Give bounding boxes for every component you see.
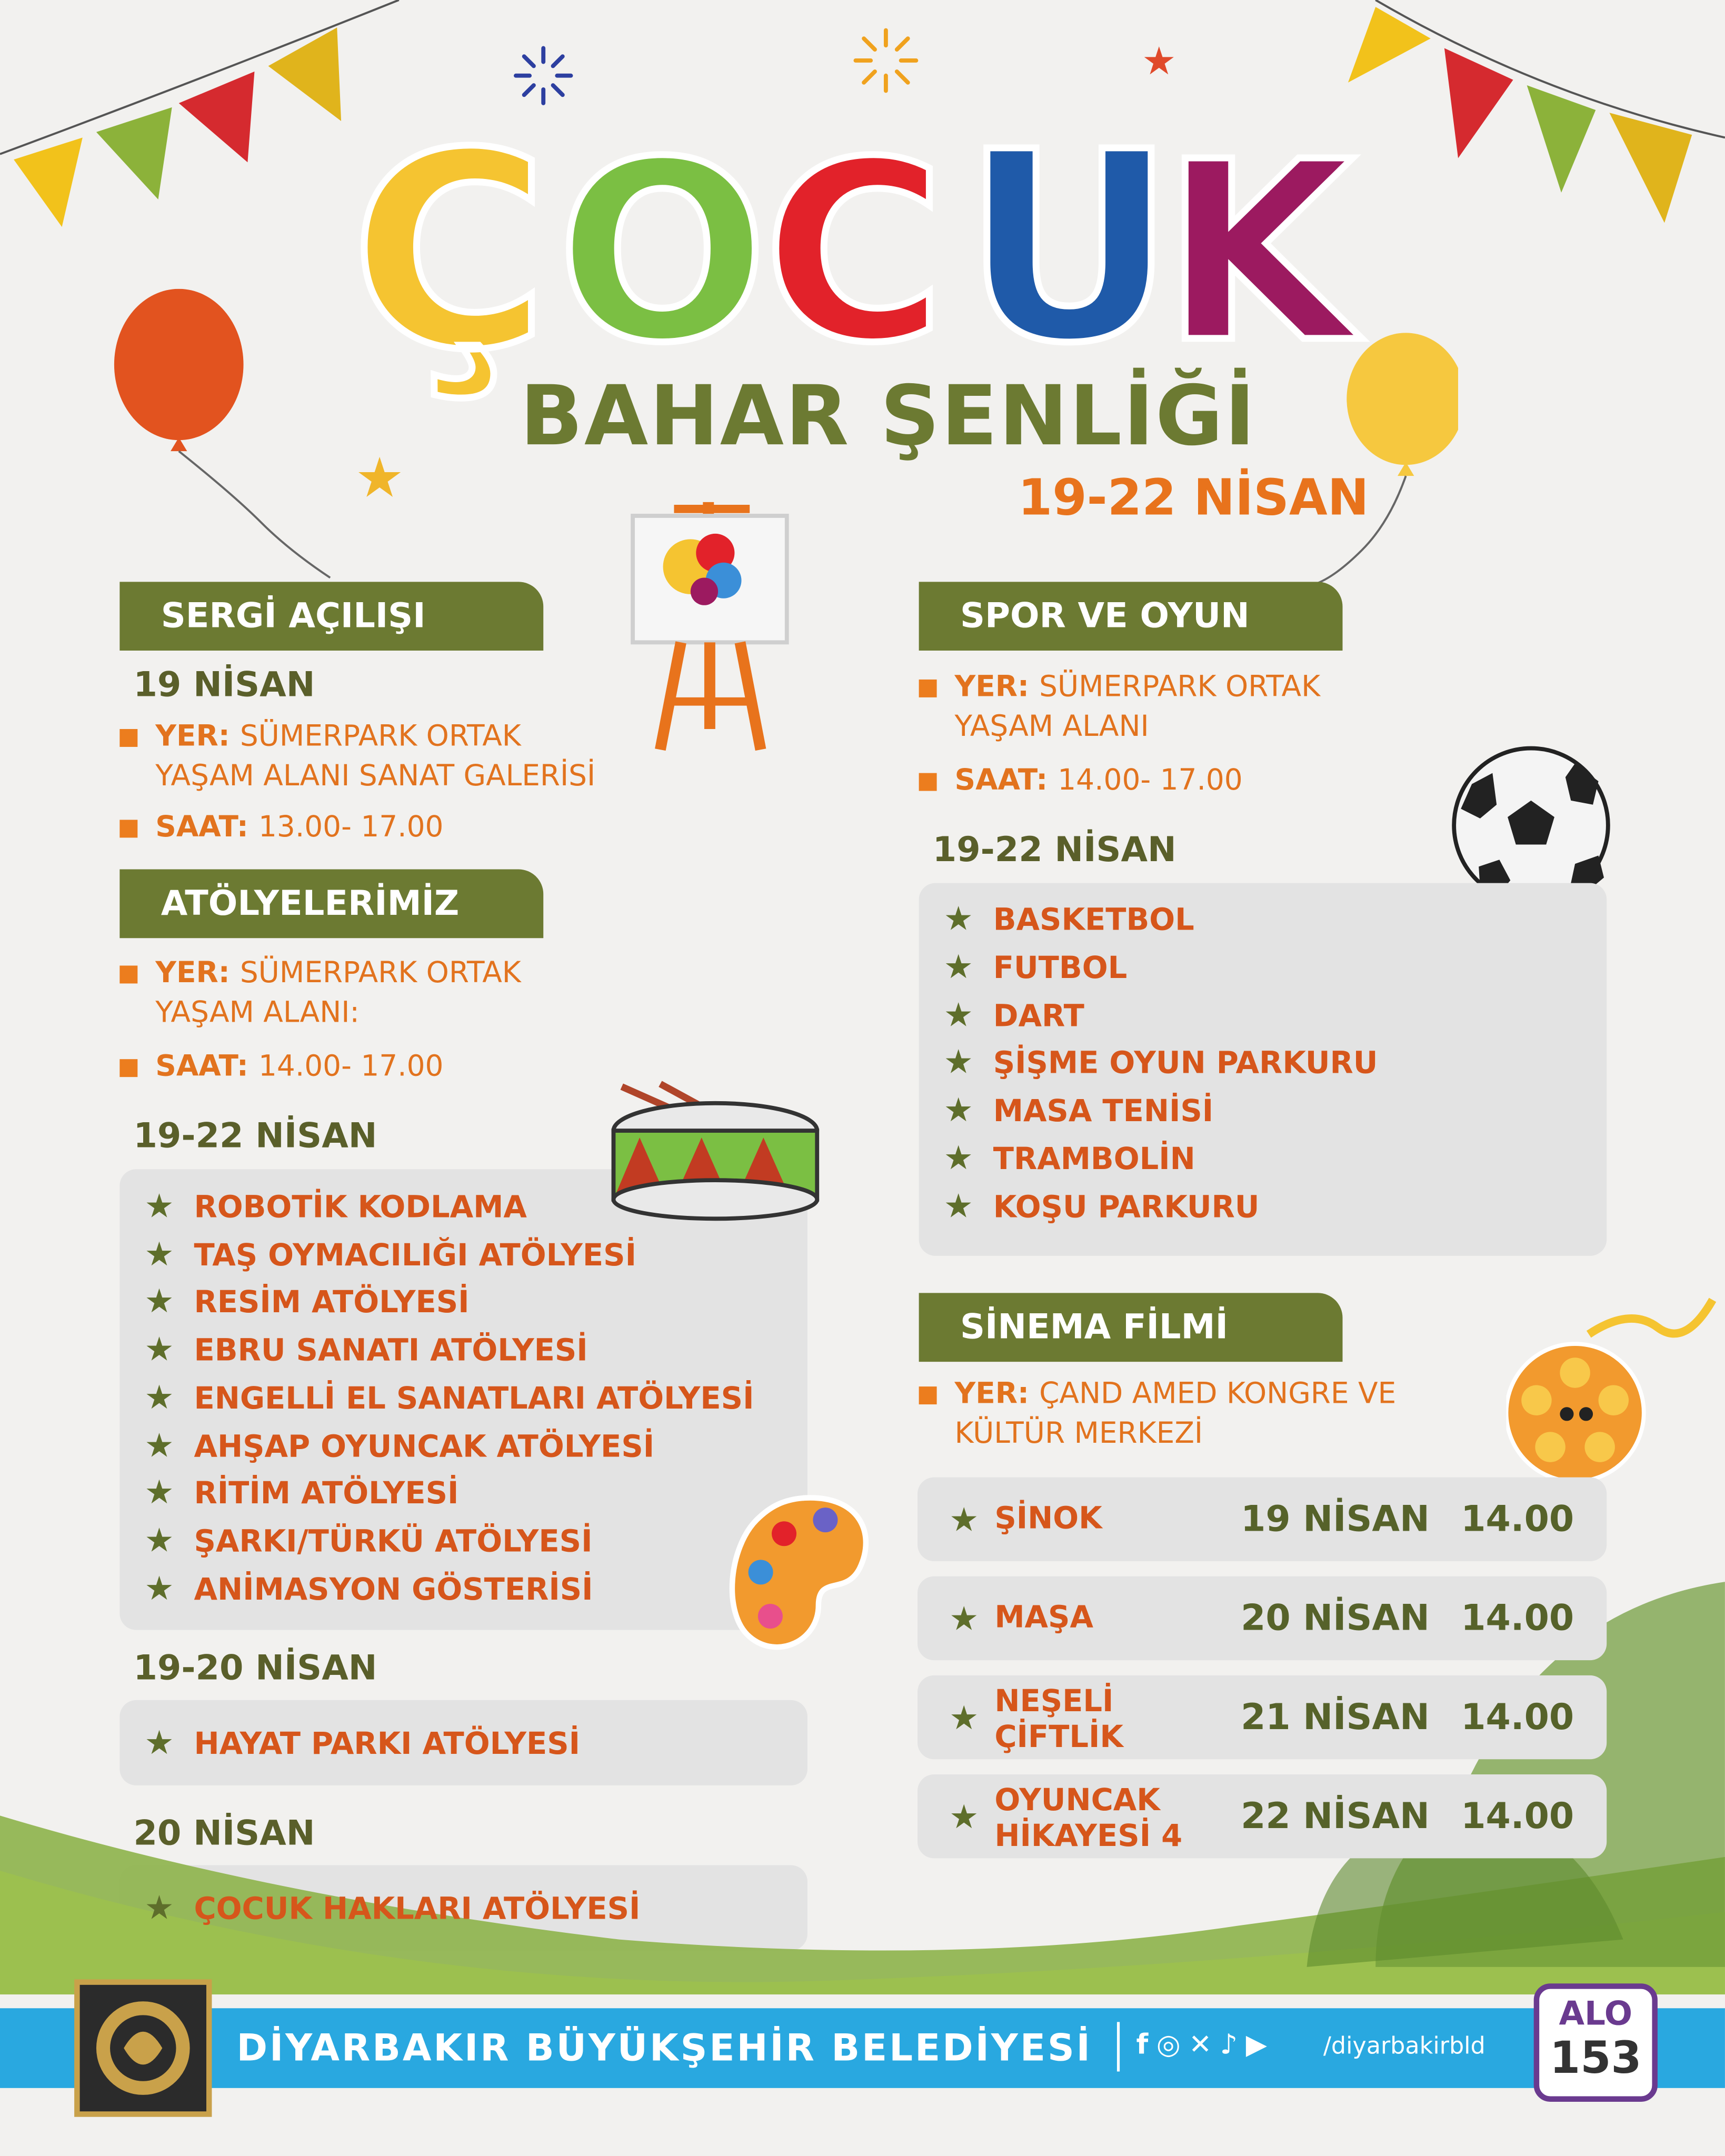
star-bullet-icon: ★ bbox=[144, 1425, 174, 1464]
time-value: 14.00- 17.00 bbox=[1058, 763, 1243, 797]
movie-title: ŞİNOK bbox=[994, 1502, 1102, 1536]
star-bullet-icon: ★ bbox=[144, 1888, 174, 1928]
alo-number: 153 bbox=[1550, 2031, 1642, 2084]
star-bullet-icon: ★ bbox=[943, 1043, 973, 1082]
spor-date: 19-22 NİSAN bbox=[932, 829, 1176, 870]
list-item: ŞİŞME OYUN PARKURU bbox=[993, 1047, 1378, 1082]
star-bullet-icon: ★ bbox=[144, 1473, 174, 1512]
bullet-square bbox=[919, 773, 937, 791]
bullet-square bbox=[119, 729, 137, 747]
sergi-time bbox=[155, 807, 443, 847]
list-item: TRAMBOLİN bbox=[993, 1143, 1195, 1177]
movie-title: MAŞA bbox=[994, 1601, 1093, 1636]
place-line2: YAŞAM ALANI: bbox=[155, 995, 360, 1029]
atolye-time bbox=[155, 1047, 443, 1087]
star-bullet-icon: ★ bbox=[144, 1187, 174, 1226]
title-letter: U bbox=[963, 96, 1175, 401]
list-item: ENGELLİ EL SANATLARI ATÖLYESİ bbox=[194, 1382, 754, 1417]
firework-icon bbox=[850, 25, 922, 96]
social-handle[interactable]: /diyarbakirbld bbox=[1323, 2033, 1485, 2061]
place-label: YER: bbox=[954, 1376, 1030, 1410]
movie-title: HİKAYESİ 4 bbox=[994, 1820, 1183, 1854]
place-label: YER: bbox=[155, 719, 230, 753]
place-line1: SÜMERPARK ORTAK bbox=[240, 956, 521, 989]
star-bullet-icon: ★ bbox=[943, 1091, 973, 1130]
org-name: DİYARBAKIR BÜYÜKŞEHİR BELEDİYESİ bbox=[236, 2027, 1092, 2070]
facebook-icon[interactable]: f bbox=[1136, 2027, 1149, 2061]
list-item: HAYAT PARKI ATÖLYESİ bbox=[194, 1728, 581, 1762]
place-label: YER: bbox=[954, 670, 1030, 703]
list-item: ŞARKI/TÜRKÜ ATÖLYESİ bbox=[194, 1525, 593, 1560]
atolye-date: 19-20 NİSAN bbox=[133, 1648, 377, 1688]
list-item: EBRU SANATI ATÖLYESİ bbox=[194, 1334, 588, 1369]
municipality-logo bbox=[69, 1974, 217, 2122]
movie-time: 14.00 bbox=[1461, 1499, 1574, 1541]
star-icon: ★ bbox=[355, 447, 404, 511]
x-icon[interactable]: ✕ bbox=[1189, 2027, 1212, 2061]
star-bullet-icon: ★ bbox=[144, 1723, 174, 1762]
star-bullet-icon: ★ bbox=[949, 1600, 979, 1639]
movie-title: OYUNCAK bbox=[994, 1784, 1160, 1819]
movie-date: 22 NİSAN bbox=[1241, 1796, 1430, 1838]
place-line2: KÜLTÜR MERKEZİ bbox=[954, 1416, 1203, 1450]
subtitle: BAHAR ŞENLİĞİ bbox=[520, 368, 1257, 465]
drum-icon bbox=[605, 1076, 825, 1230]
star-bullet-icon: ★ bbox=[144, 1378, 174, 1417]
social-icons bbox=[1136, 2028, 1267, 2061]
star-bullet-icon: ★ bbox=[144, 1330, 174, 1369]
section-header-atolye: ATÖLYELERİMİZ bbox=[119, 870, 543, 939]
place-line2: YAŞAM ALANI SANAT GALERİSİ bbox=[155, 759, 596, 793]
star-bullet-icon: ★ bbox=[943, 1186, 973, 1225]
star-bullet-icon: ★ bbox=[144, 1282, 174, 1321]
movie-title: ÇİFTLİK bbox=[994, 1721, 1124, 1755]
place-line1: SÜMERPARK ORTAK bbox=[1039, 670, 1321, 703]
star-bullet-icon: ★ bbox=[144, 1521, 174, 1560]
movie-date: 21 NİSAN bbox=[1241, 1697, 1430, 1739]
event-dates: 19-22 NİSAN bbox=[1018, 470, 1369, 527]
star-bullet-icon: ★ bbox=[949, 1699, 979, 1738]
place-label: YER: bbox=[155, 956, 230, 989]
star-icon: ★ bbox=[1141, 38, 1176, 84]
time-value: 14.00- 17.00 bbox=[258, 1049, 444, 1083]
spor-place bbox=[955, 667, 1321, 747]
list-item: KOŞU PARKURU bbox=[993, 1191, 1260, 1225]
sergi-place bbox=[155, 716, 595, 796]
place-line1: SÜMERPARK ORTAK bbox=[240, 719, 521, 753]
easel-icon bbox=[619, 495, 798, 757]
movie-time: 14.00 bbox=[1461, 1598, 1574, 1640]
list-item: FUTBOL bbox=[993, 951, 1128, 986]
title-letter: C bbox=[763, 110, 945, 398]
alo-label: ALO bbox=[1559, 1994, 1633, 2033]
star-bullet-icon: ★ bbox=[144, 1569, 174, 1608]
list-item: ROBOTİK KODLAMA bbox=[194, 1191, 527, 1226]
section-header-sergi: SERGİ AÇILIŞI bbox=[119, 582, 543, 651]
star-bullet-icon: ★ bbox=[144, 1234, 174, 1274]
star-bullet-icon: ★ bbox=[943, 995, 973, 1034]
list-item: MASA TENİSİ bbox=[993, 1095, 1214, 1130]
alo-153-badge bbox=[1534, 1983, 1658, 2102]
bullet-square bbox=[119, 820, 137, 837]
section-header-sinema: SİNEMA FİLMİ bbox=[919, 1293, 1343, 1362]
list-item: RESİM ATÖLYESİ bbox=[194, 1286, 470, 1321]
instagram-icon[interactable]: ◎ bbox=[1156, 2027, 1181, 2061]
place-line2: YAŞAM ALANI bbox=[954, 710, 1149, 743]
list-item: AHŞAP OYUNCAK ATÖLYESİ bbox=[194, 1430, 655, 1464]
star-bullet-icon: ★ bbox=[943, 900, 973, 939]
time-label: SAAT: bbox=[155, 810, 248, 843]
bullet-square bbox=[919, 1386, 937, 1404]
film-reel-icon bbox=[1506, 1293, 1724, 1492]
title-letter: O bbox=[557, 110, 768, 398]
time-label: SAAT: bbox=[155, 1049, 248, 1083]
movie-title: NEŞELİ bbox=[994, 1685, 1114, 1720]
star-bullet-icon: ★ bbox=[943, 947, 973, 986]
star-bullet-icon: ★ bbox=[943, 1139, 973, 1177]
red-balloon-icon bbox=[110, 289, 357, 585]
list-item: RİTİM ATÖLYESİ bbox=[194, 1478, 459, 1512]
divider bbox=[1117, 2022, 1120, 2071]
bullet-square bbox=[119, 965, 137, 983]
list-item: DART bbox=[993, 999, 1084, 1034]
movie-time: 14.00 bbox=[1461, 1796, 1574, 1838]
title-letter: K bbox=[1162, 110, 1354, 398]
list-item: ANİMASYON GÖSTERİSİ bbox=[194, 1573, 593, 1608]
list-item: ÇOCUK HAKLARI ATÖLYESİ bbox=[194, 1892, 641, 1928]
star-bullet-icon: ★ bbox=[949, 1501, 979, 1540]
star-bullet-icon: ★ bbox=[949, 1798, 979, 1836]
atolye-date: 19-22 NİSAN bbox=[133, 1115, 377, 1156]
movie-date: 19 NİSAN bbox=[1241, 1499, 1430, 1541]
atolye-place bbox=[155, 953, 521, 1033]
list-item: BASKETBOL bbox=[993, 903, 1194, 939]
title-letter: Ç bbox=[351, 96, 549, 410]
spor-time bbox=[955, 761, 1243, 801]
movie-time: 14.00 bbox=[1461, 1697, 1574, 1739]
movie-date: 20 NİSAN bbox=[1241, 1598, 1430, 1640]
atolye-date: 20 NİSAN bbox=[133, 1813, 315, 1853]
sinema-place bbox=[955, 1374, 1397, 1454]
time-value: 13.00- 17.00 bbox=[258, 810, 444, 843]
youtube-icon[interactable]: ▶ bbox=[1245, 2027, 1267, 2061]
list-item: TAŞ OYMACILIĞI ATÖLYESİ bbox=[194, 1239, 637, 1274]
bullet-square bbox=[119, 1059, 137, 1077]
main-title bbox=[351, 96, 1396, 413]
bullet-square bbox=[919, 680, 937, 697]
section-header-spor: SPOR VE OYUN bbox=[919, 582, 1343, 651]
tiktok-icon[interactable]: ♪ bbox=[1220, 2027, 1238, 2061]
place-line1: ÇAND AMED KONGRE VE bbox=[1039, 1376, 1397, 1410]
sergi-date: 19 NİSAN bbox=[133, 664, 315, 704]
time-label: SAAT: bbox=[954, 763, 1048, 797]
